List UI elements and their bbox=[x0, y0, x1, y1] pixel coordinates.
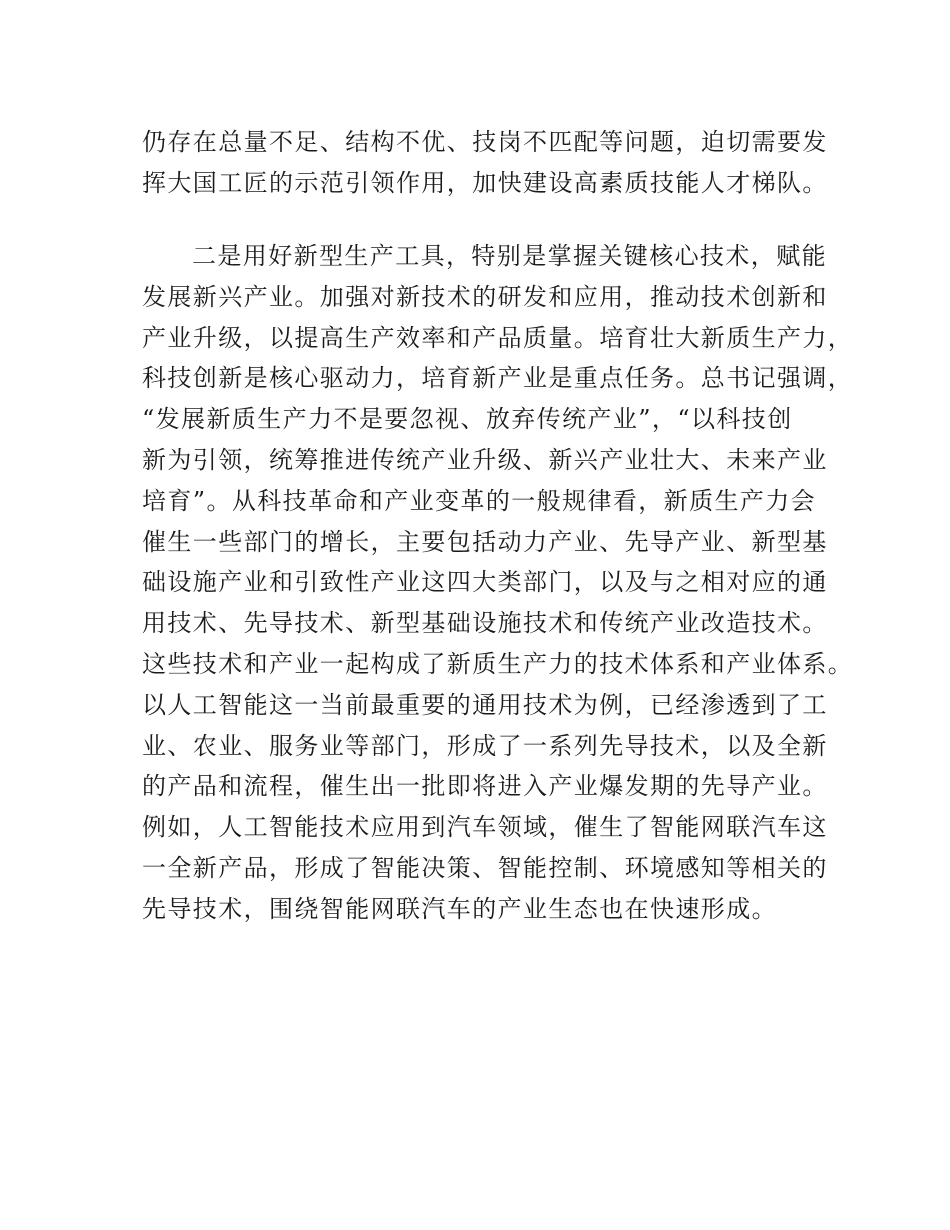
paragraph-line: 仍存在总量不足、结构不优、技岗不匹配等问题，迫切需要发 bbox=[142, 128, 828, 156]
paragraph-line: 先导技术，围绕智能网联汽车的产业生态也在快速形成。 bbox=[142, 894, 777, 923]
paragraph-line: 础设施产业和引致性产业这四大类部门，以及与之相对应的通 bbox=[142, 568, 828, 597]
paragraph-line: 培育”。从科技革命和产业变革的一般规律看，新质生产力会 bbox=[142, 486, 817, 515]
paragraph-line: 用技术、先导技术、新型基础设施技术和传统产业改造技术。 bbox=[142, 609, 828, 638]
paragraph-line: 例如，人工智能技术应用到汽车领域，催生了智能网联汽车这 bbox=[142, 813, 828, 842]
paragraph-line: 产业升级，以提高生产效率和产品质量。培育壮大新质生产力， bbox=[142, 323, 854, 352]
paragraph-line: 科技创新是核心驱动力，培育新产业是重点任务。总书记强调， bbox=[142, 364, 854, 393]
paragraph-line: 二是用好新型生产工具，特别是掌握关键核心技术，赋能 bbox=[192, 242, 827, 270]
paragraph-line: 发展新兴产业。加强对新技术的研发和应用，推动技术创新和 bbox=[142, 282, 828, 311]
paragraph-2 bbox=[142, 236, 854, 930]
paragraph-line: 业、农业、服务业等部门，形成了一系列先导技术，以及全新 bbox=[142, 731, 828, 760]
paragraph-line: 这些技术和产业一起构成了新质生产力的技术体系和产业体系。 bbox=[142, 649, 854, 678]
paragraph-1 bbox=[142, 122, 832, 204]
paragraph-line: 挥大国工匠的示范引领作用，加快建设高素质技能人才梯队。 bbox=[142, 168, 828, 197]
paragraph-line: 新为引领，统筹推进传统产业升级、新兴产业壮大、未来产业 bbox=[142, 445, 828, 474]
paragraph-line: 催生一些部门的增长，主要包括动力产业、先导产业、新型基 bbox=[142, 527, 828, 556]
paragraph-line: “发展新质生产力不是要忽视、放弃传统产业”，“以科技创 bbox=[142, 405, 793, 434]
paragraph-line: 一全新产品，形成了智能决策、智能控制、环境感知等相关的 bbox=[142, 853, 828, 882]
paragraph-line: 以人工智能这一当前最重要的通用技术为例，已经渗透到了工 bbox=[142, 690, 828, 719]
paragraph-line: 的产品和流程，催生出一批即将进入产业爆发期的先导产业。 bbox=[142, 772, 828, 801]
